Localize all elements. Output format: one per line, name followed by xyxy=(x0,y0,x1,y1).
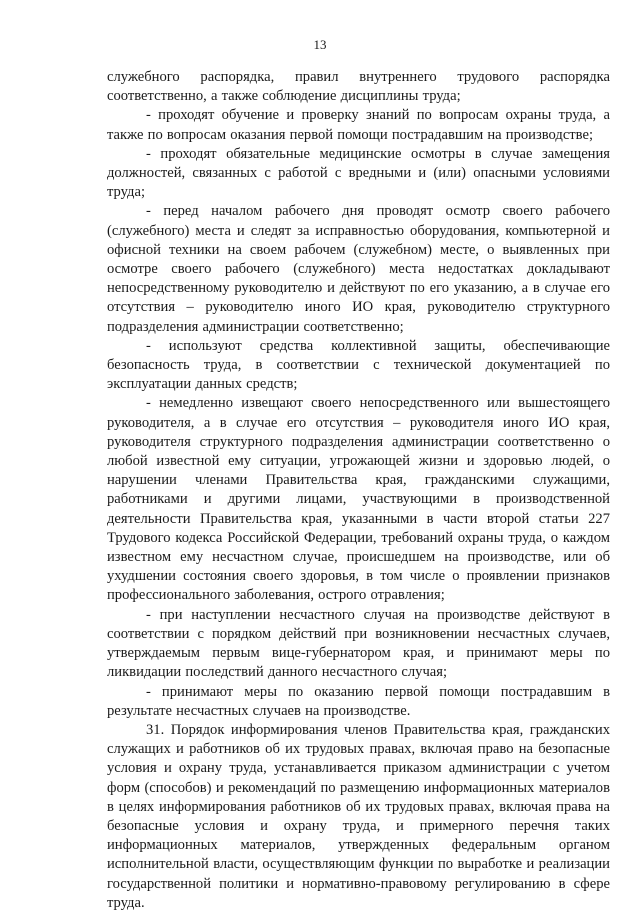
list-item-notify-supervisor: - немедленно извещают своего непосредственного или вышестоящего руководителя, а в случае его отсутствия – руководителя иного ИО края, руководителя структурного подразделения администрации соответственно о любой известной ему ситуации, угрожающей жизни и здоровью людей, о нарушении членами Правительства края, гражданскими служащими, работниками и другими лицами, участвующими в производственной деятельности Правительства края, указанными в части второй статьи 227 Трудового кодекса Российской Федерации, требований охраны труда, о каждом известном ему несчастном случае, происшедшем на производстве, или об ухудшении состояния своего здоровья, в том числе о проявлении признаков профессионального заболевания, острого отравления; xyxy=(107,395,610,604)
paragraph-continuation: служебного распорядка, правил внутреннего трудового распорядка соответственно, а также соблюдение дисциплины труда; xyxy=(107,69,610,105)
list-item-workplace-inspection: - перед началом рабочего дня проводят осмотр своего рабочего (служебного) места и следят за исправностью оборудования, компьютерной и офисной техники на своем рабочем (служебном) месте, о выявленных при осмотре своего рабочего (служебного) места недостатках докладывают непосредственному руководителю и действуют по его указанию, а в случае его отсутствия – руководителю иного ИО края, руководителю структурного подразделения администрации соответственно; xyxy=(107,203,610,335)
page-number: 13 xyxy=(313,37,327,52)
list-item-medical-exams: - проходят обязательные медицинские осмотры в случае замещения должностей, связанных с работой с вредными и (или) опасными условиями труда; xyxy=(107,145,610,201)
list-item-training: - проходят обучение и проверку знаний по вопросам охраны труда, а также по вопросам оказания первой помощи пострадавшим на производстве; xyxy=(107,107,610,143)
list-item-collective-protection: - используют средства коллективной защиты, обеспечивающие безопасность труда, в соответствии с технической документацией по эксплуатации данных средств; xyxy=(107,337,610,393)
document-body xyxy=(107,68,610,913)
list-item-accident-procedure: - при наступлении несчастного случая на производстве действуют в соответствии с порядком действий при возникновении несчастных случаев, утверждаемым первым вице-губернатором края, и принимают меры по ликвидации последствий данного несчастного случая; xyxy=(107,606,610,681)
section-31-paragraph: 31. Порядок информирования членов Правительства края, гражданских служащих и работников об их трудовых правах, включая право на безопасные условия и охрану труда, устанавливается приказом администрации с учетом форм (способов) и рекомендаций по размещению информационных материалов в целях информирования работников об их трудовых правах, включая права на безопасные условия и охрану труда, и примерного перечня таких информационных материалов, утвержденных федеральным органом исполнительной власти, осуществляющим функции по выработке и реализации государственной политики и нормативно-правовому регулированию в сфере труда. xyxy=(107,721,610,911)
list-item-first-aid: - принимают меры по оказанию первой помощи пострадавшим в результате несчастных случаев на производстве. xyxy=(107,683,610,719)
